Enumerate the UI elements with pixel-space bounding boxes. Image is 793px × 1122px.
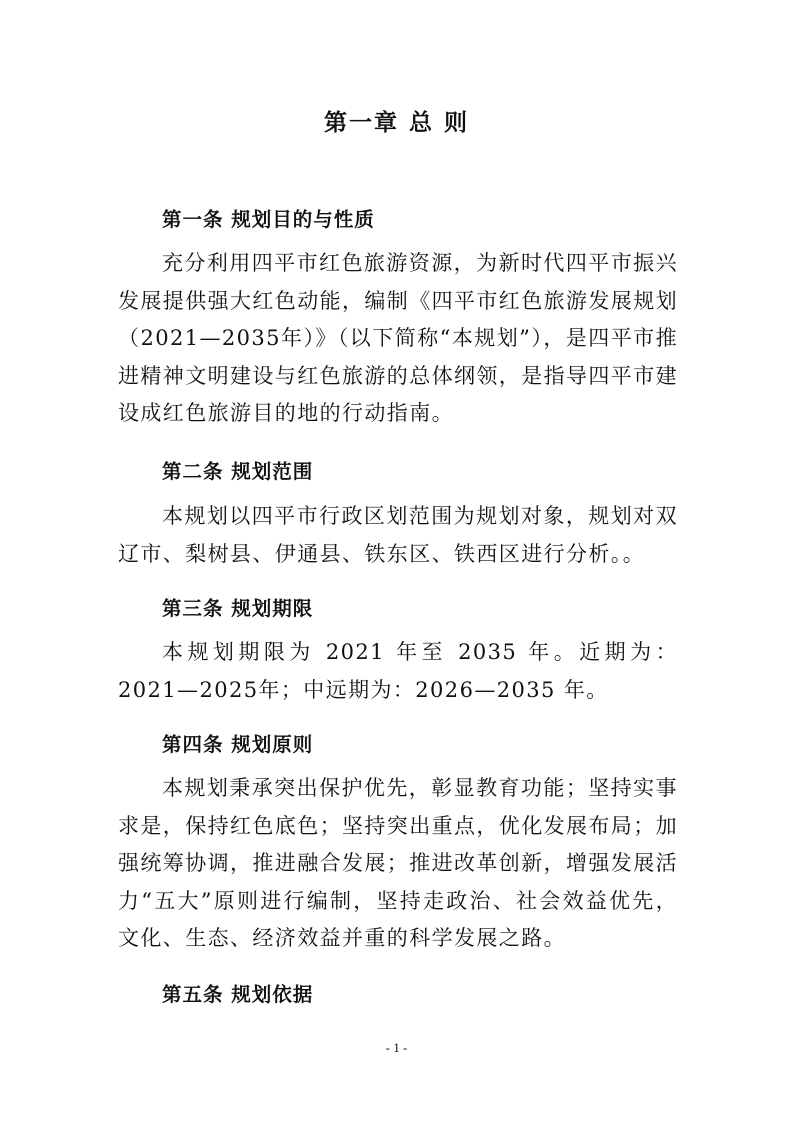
chapter-title: 第一章 总 则 (323, 110, 469, 136)
article-heading-1: 第一条 规划目的与性质 (162, 208, 375, 231)
article-body-4: 本规划秉承突出保护优先，彰显教育功能；坚持实事求是，保持红色底色；坚持突出重点，优化发展布局；加强统筹协调，推进融合发展；推进改革创新，增强发展活力“五大”原则进行编制，坚持走政治、社会效益优先，文化、生态、经济效益并重的科学发展之路。 (118, 776, 678, 950)
article-body-3: 本规划期限为 2021 年至 2035 年。近期为：2021—2025年；中远期为：2026—2035 年。 (118, 640, 678, 702)
article-body-1: 充分利用四平市红色旅游资源，为新时代四平市振兴发展提供强大红色动能，编制《四平市红色旅游发展规划（2021—2035年）》（以下简称“本规划”），是四平市推进精神文明建设与红色旅游的总体纲领，是指导四平市建设成红色旅游目的地的行动指南。 (118, 251, 678, 425)
article-heading-5: 第五条 规划依据 (162, 983, 314, 1006)
article-heading-2: 第二条 规划范围 (162, 460, 314, 483)
article-heading-4: 第四条 规划原则 (162, 733, 314, 756)
article-heading-3: 第三条 规划期限 (162, 597, 314, 620)
page-number: - 1 - (385, 1040, 408, 1055)
article-body-2: 本规划以四平市行政区划范围为规划对象，规划对双辽市、梨树县、伊通县、铁东区、铁西区进行分析。。 (118, 504, 678, 566)
